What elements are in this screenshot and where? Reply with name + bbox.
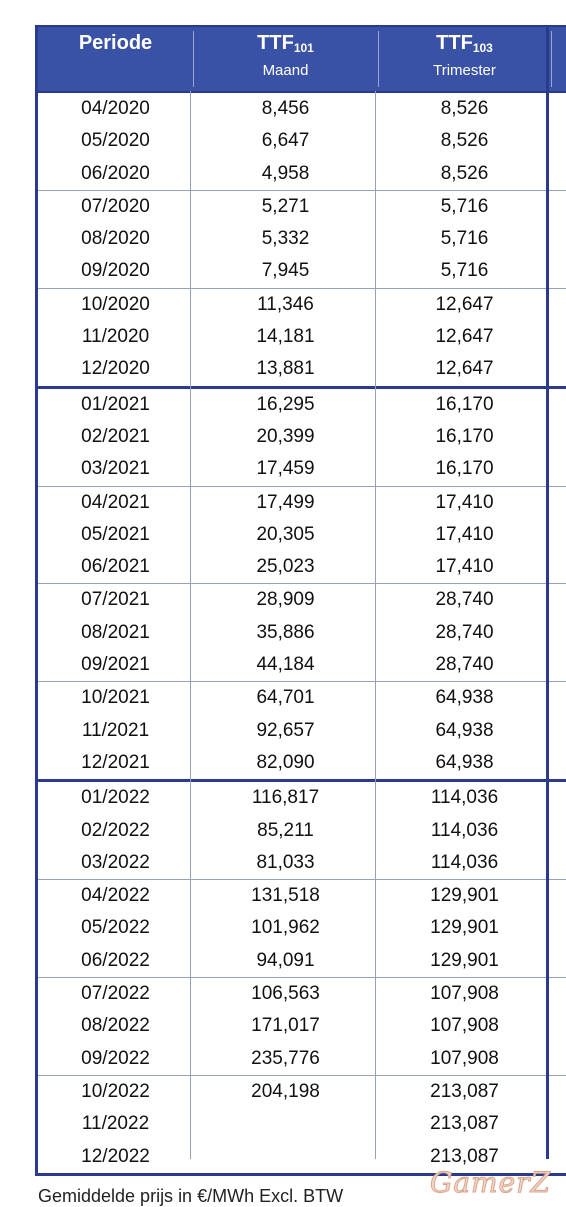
- quarter-group: [38, 978, 566, 1076]
- ttf103-cell: 16,170: [435, 458, 494, 480]
- ttf103-cell: 8,526: [440, 98, 489, 119]
- quarter-group: [38, 584, 566, 682]
- periode-cell: 07/2020: [81, 195, 150, 217]
- periode-cell: 09/2020: [81, 260, 150, 282]
- column-divider: [375, 91, 376, 1159]
- periode-cell: 04/2021: [81, 491, 150, 513]
- periode-cell: 05/2022: [81, 917, 150, 939]
- periode-cell: 07/2022: [81, 983, 150, 1005]
- ttf103-cell: 8,526: [440, 130, 489, 152]
- periode-cell: 04/2020: [81, 98, 150, 119]
- table-row: [38, 912, 566, 944]
- header-ttf101-label: $TTF_{101}$: [257, 32, 314, 55]
- quarter-group: [38, 389, 566, 487]
- quarter-group: [38, 682, 566, 782]
- table-row: [38, 453, 566, 485]
- ttf103-cell: 17,410: [435, 491, 494, 513]
- ttf101-cell: 8,456: [261, 98, 310, 119]
- periode-cell: 05/2020: [81, 130, 150, 152]
- quarter-group: [38, 880, 566, 978]
- periode-cell: 11/2020: [81, 326, 150, 348]
- ttf103-cell: 5,716: [440, 195, 489, 217]
- ttf103-cell: 12,647: [435, 293, 494, 315]
- ttf101-cell: 94,091: [256, 949, 315, 971]
- ttf101-cell: 6,647: [261, 130, 310, 152]
- ttf103-cell: 64,938: [435, 719, 494, 741]
- table-row: [38, 321, 566, 353]
- ttf103-cell: 16,170: [435, 425, 494, 447]
- ttf103-cell: 114,036: [430, 851, 499, 873]
- header-ttf103-note: Trimester: [433, 62, 496, 79]
- table-row: [38, 255, 566, 287]
- column-divider: [190, 91, 191, 1159]
- table-row: [38, 551, 566, 583]
- table-row: [38, 223, 566, 255]
- ttf103-cell: 129,901: [430, 949, 499, 971]
- header-ttf101: [193, 27, 378, 91]
- table-row: [38, 125, 566, 157]
- table-row: [38, 93, 566, 125]
- periode-cell: 06/2021: [81, 556, 150, 578]
- table-row: [38, 617, 566, 649]
- ttf103-cell: 5,716: [440, 228, 489, 250]
- periode-cell: 07/2021: [81, 589, 150, 611]
- periode-cell: 05/2021: [81, 523, 150, 545]
- table-row: [38, 747, 566, 779]
- ttf103-cell: 129,901: [430, 917, 499, 939]
- ttf101-cell: 7,945: [261, 260, 310, 282]
- ttf103-cell: 12,647: [435, 326, 494, 348]
- periode-cell: 02/2022: [81, 819, 150, 841]
- periode-cell: 03/2022: [81, 851, 150, 873]
- ttf101-cell: 20,399: [256, 425, 315, 447]
- ttf101-cell: 25,023: [256, 556, 315, 578]
- ttf103-cell: 64,938: [435, 751, 494, 773]
- periode-cell: 11/2021: [81, 719, 150, 741]
- header-ttf103: [378, 27, 551, 91]
- header-divider: [551, 31, 552, 87]
- table-row: [38, 421, 566, 453]
- periode-cell: 11/2022: [81, 1113, 150, 1135]
- ttf101-cell: 11,346: [257, 293, 314, 315]
- ttf103-cell: 28,740: [435, 621, 494, 643]
- ttf101-cell: 5,332: [261, 228, 310, 250]
- watermark-logo: GamerZ: [430, 1166, 552, 1199]
- table-header: [38, 25, 566, 93]
- table-row: [38, 289, 566, 321]
- periode-cell: 01/2022: [81, 787, 150, 809]
- table-row: [38, 815, 566, 847]
- quarter-group: [38, 1076, 566, 1176]
- table-row: [38, 682, 566, 714]
- ttf101-cell: 28,909: [256, 589, 315, 611]
- ttf101-cell: 17,499: [256, 491, 315, 513]
- periode-cell: 12/2020: [81, 358, 150, 380]
- table-row: [38, 487, 566, 519]
- gas-price-table: [35, 25, 566, 1176]
- table-row: [38, 353, 566, 385]
- ttf103-cell: 107,908: [430, 1015, 499, 1037]
- table-row: [38, 715, 566, 747]
- ttf103-cell: 5,716: [440, 260, 489, 282]
- header-ttf101-note: Maand: [262, 62, 309, 79]
- ttf101-cell: 116,817: [251, 787, 320, 809]
- table-right-border: [546, 25, 549, 1159]
- periode-cell: 01/2021: [81, 393, 150, 415]
- table-body: [38, 93, 566, 1176]
- table-row: [38, 389, 566, 421]
- periode-cell: 06/2022: [81, 949, 150, 971]
- periode-cell: 08/2021: [81, 621, 150, 643]
- ttf101-cell: 17,459: [256, 458, 315, 480]
- ttf101-cell: 235,776: [251, 1047, 320, 1069]
- table-row: [38, 649, 566, 681]
- ttf103-cell: 16,170: [435, 393, 494, 415]
- ttf103-cell: 64,938: [435, 687, 494, 709]
- table-row: [38, 782, 566, 814]
- ttf101-cell: 82,090: [256, 751, 315, 773]
- table-row: [38, 1108, 566, 1140]
- quarter-group: [38, 487, 566, 585]
- ttf101-cell: 81,033: [256, 851, 315, 873]
- table-row: [38, 1010, 566, 1042]
- periode-cell: 12/2022: [81, 1145, 150, 1167]
- ttf103-cell: 17,410: [435, 523, 494, 545]
- table-row: [38, 847, 566, 879]
- periode-cell: 08/2022: [81, 1015, 150, 1037]
- ttf101-cell: 171,017: [251, 1015, 320, 1037]
- ttf101-cell: 16,295: [256, 393, 315, 415]
- periode-cell: 12/2021: [81, 751, 150, 773]
- ttf103-cell: 17,410: [435, 556, 494, 578]
- table-row: [38, 978, 566, 1010]
- ttf101-cell: 101,962: [251, 917, 320, 939]
- quarter-group: [38, 289, 566, 389]
- ttf101-cell: 92,657: [256, 719, 315, 741]
- ttf103-cell: 28,740: [435, 589, 494, 611]
- periode-cell: 06/2020: [81, 162, 150, 184]
- quarter-group: [38, 191, 566, 289]
- periode-cell: 10/2020: [81, 293, 150, 315]
- ttf103-cell: 107,908: [430, 983, 499, 1005]
- ttf101-cell: 131,518: [251, 885, 320, 907]
- ttf101-cell: 20,305: [256, 523, 315, 545]
- quarter-group: [38, 93, 566, 191]
- table-row: [38, 945, 566, 977]
- table-row: [38, 1043, 566, 1075]
- ttf103-cell: 114,036: [430, 787, 499, 809]
- table-row: [38, 519, 566, 551]
- periode-cell: 04/2022: [81, 885, 150, 907]
- ttf101-cell: 5,271: [261, 195, 310, 217]
- ttf103-cell: 213,087: [430, 1080, 499, 1102]
- table-row: [38, 584, 566, 616]
- periode-cell: 02/2021: [81, 425, 150, 447]
- table-row: [38, 1076, 566, 1108]
- periode-cell: 09/2022: [81, 1047, 150, 1069]
- header-ttf103-label: $TTF_{103}$: [436, 32, 493, 55]
- periode-cell: 10/2021: [81, 687, 150, 709]
- ttf103-cell: 213,087: [430, 1113, 499, 1135]
- ttf103-cell: 129,901: [430, 885, 499, 907]
- ttf103-cell: 213,087: [430, 1145, 499, 1167]
- ttf103-cell: 114,036: [430, 819, 499, 841]
- ttf101-cell: 14,181: [256, 326, 315, 348]
- periode-cell: 10/2022: [81, 1080, 150, 1102]
- quarter-group: [38, 782, 566, 880]
- table-row: [38, 158, 566, 190]
- ttf101-cell: 204,198: [251, 1080, 320, 1102]
- periode-cell: 03/2021: [81, 458, 150, 480]
- ttf101-cell: 4,958: [261, 162, 310, 184]
- table-row: [38, 191, 566, 223]
- ttf103-cell: 8,526: [440, 162, 489, 184]
- footnote: Gemiddelde prijs in €/MWh Excl. BTW: [38, 1186, 344, 1206]
- ttf101-cell: 44,184: [256, 654, 315, 676]
- ttf101-cell: 85,211: [257, 819, 314, 841]
- ttf103-cell: 12,647: [435, 358, 494, 380]
- ttf103-cell: 107,908: [430, 1047, 499, 1069]
- ttf103-cell: 28,740: [435, 654, 494, 676]
- header-periode: [38, 27, 193, 91]
- periode-cell: 08/2020: [81, 228, 150, 250]
- table-row: [38, 880, 566, 912]
- ttf101-cell: 106,563: [251, 983, 320, 1005]
- ttf101-cell: 35,886: [256, 621, 315, 643]
- header-periode-label: Periode: [78, 32, 153, 54]
- ttf101-cell: 64,701: [256, 687, 315, 709]
- ttf101-cell: 13,881: [256, 358, 315, 380]
- periode-cell: 09/2021: [81, 654, 150, 676]
